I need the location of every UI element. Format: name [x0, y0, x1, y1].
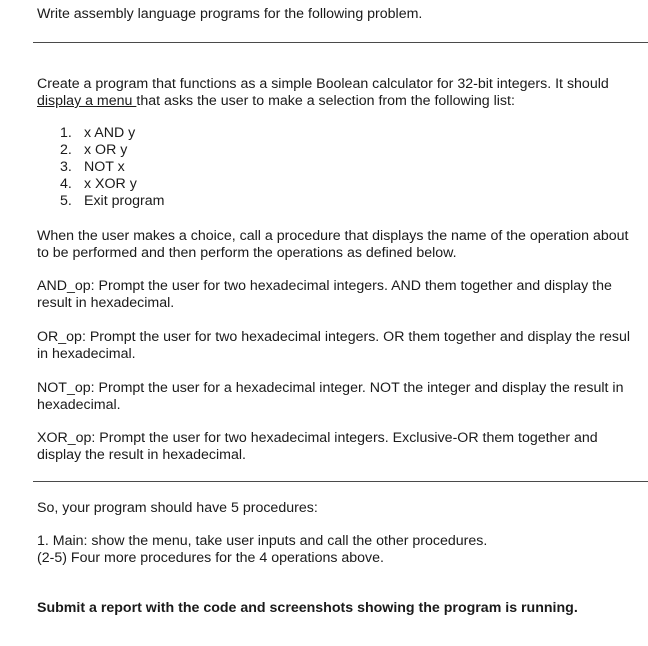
list-item	[60, 125, 164, 142]
display-menu-underlined: display a menu	[37, 93, 137, 109]
list-item-label: Exit program	[84, 193, 165, 209]
divider-bottom	[33, 481, 648, 482]
list-item-label: x OR y	[84, 142, 128, 158]
or-op-line-2: in hexadecimal.	[37, 346, 136, 362]
procedures-others: (2-5) Four more procedures for the 4 operations above.	[37, 550, 384, 566]
and-op-line-2: result in hexadecimal.	[37, 295, 175, 311]
or-op-line-1: OR_op: Prompt the user for two hexadecimal integers. OR them together and display the resul	[37, 329, 631, 345]
list-item-label: x XOR y	[84, 176, 137, 192]
xor-op-line-2: display the result in hexadecimal.	[37, 447, 246, 463]
procedures-summary: So, your program should have 5 procedures:	[37, 500, 318, 516]
divider-top	[33, 42, 648, 43]
list-item	[60, 142, 164, 159]
menu-list	[60, 125, 164, 210]
list-item-label: NOT x	[84, 159, 125, 175]
list-item-number: 2.	[60, 142, 72, 158]
header-title: Write assembly language programs for the following problem.	[37, 6, 423, 22]
list-item-number: 5.	[60, 193, 72, 209]
list-item-number: 3.	[60, 159, 72, 175]
submit-instruction: Submit a report with the code and screenshots showing the program is running.	[37, 600, 578, 616]
list-item-label: x AND y	[84, 125, 136, 141]
list-item	[60, 176, 164, 193]
intro-line-2	[37, 93, 515, 110]
intro-line-1: Create a program that functions as a simple Boolean calculator for 32-bit integers. It should	[37, 76, 609, 92]
not-op-line-1: NOT_op: Prompt the user for a hexadecimal integer. NOT the integer and display the result in	[37, 380, 624, 396]
list-item	[60, 159, 164, 176]
choice-line-2: to be performed and then perform the operations as defined below.	[37, 245, 457, 261]
and-op-line-1: AND_op: Prompt the user for two hexadecimal integers. AND them together and display the	[37, 278, 612, 294]
xor-op-line-1: XOR_op: Prompt the user for two hexadecimal integers. Exclusive-OR them together and	[37, 430, 598, 446]
choice-line-1: When the user makes a choice, call a procedure that displays the name of the operation about	[37, 228, 629, 244]
list-item-number: 4.	[60, 176, 72, 192]
procedures-main: 1. Main: show the menu, take user inputs and call the other procedures.	[37, 533, 488, 549]
list-item-number: 1.	[60, 125, 72, 141]
list-item	[60, 193, 164, 210]
intro-line-2-rest: that asks the user to make a selection from the following list:	[136, 93, 515, 109]
not-op-line-2: hexadecimal.	[37, 397, 121, 413]
